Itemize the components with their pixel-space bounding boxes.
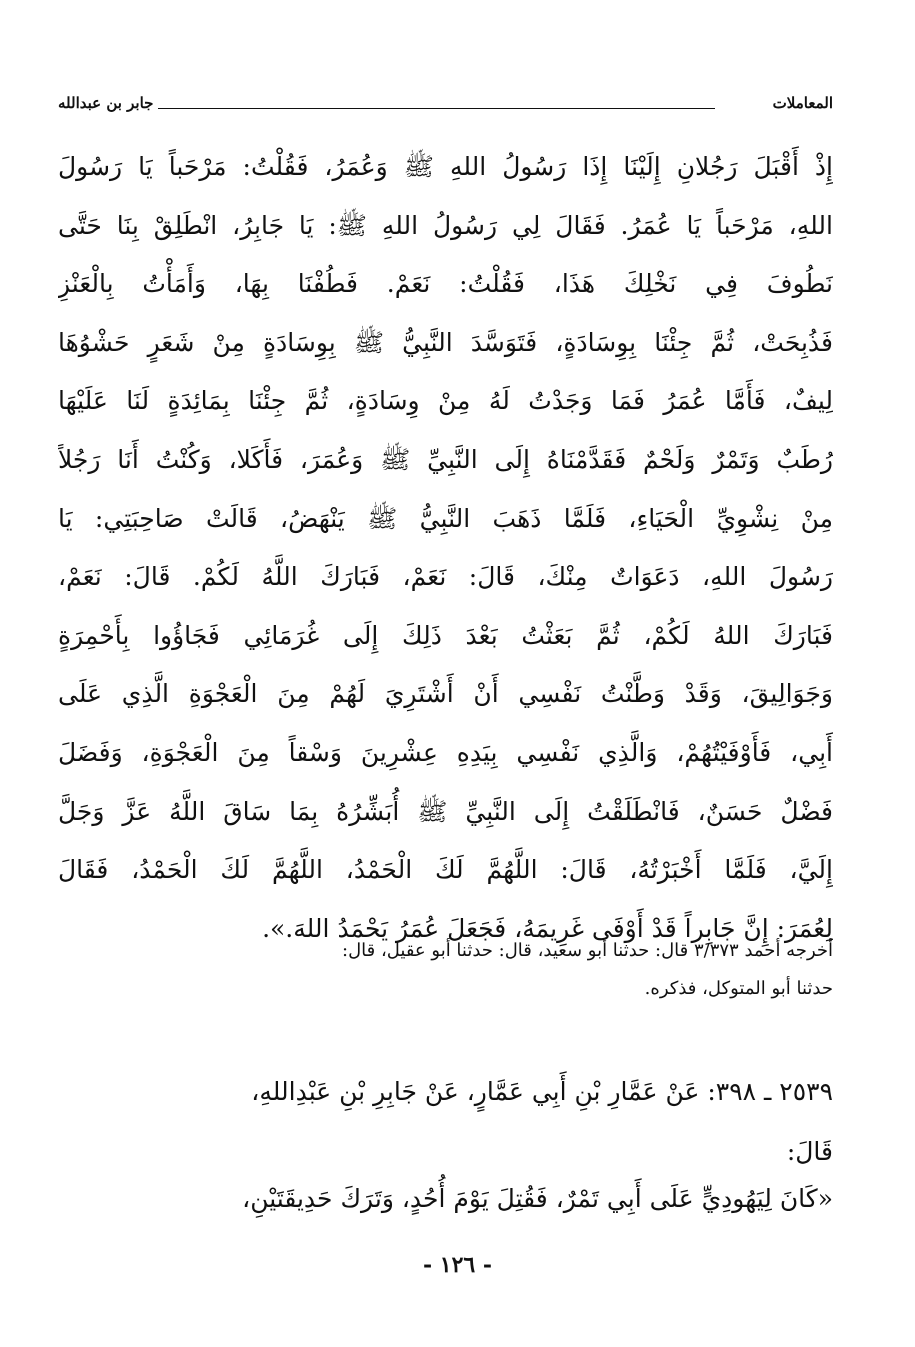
text-line: فَذُبِحَتْ، ثُمَّ جِئْنَا بِوِسَادَةٍ، فَتَوَسَّدَ النَّبِيُّ ﷺ بِوِسَادَةٍ مِنْ شَعَرٍ حَشْوُهَا xyxy=(58,327,833,357)
hadith-body xyxy=(58,1170,833,1228)
page-number: - ١٢٦ - xyxy=(422,1252,493,1278)
narrator-name: جابر بن عبدالله xyxy=(58,94,154,112)
text-line: أَبِي، فَأَوْفَيْتُهُمْ، وَالَّذِي نَفْسِي بِيَدِهِ عِشْرِينَ وَسْقاً مِنَ الْعَجْوَةِ، وَفَضَلَ xyxy=(58,737,833,767)
hadith-text xyxy=(58,138,833,958)
text-line: فَضْلٌ حَسَنٌ، فَانْطَلَقْتُ إِلَى النَّبِيِّ ﷺ أُبَشِّرُهُ بِمَا سَاقَ اللَّهُ عَزَّ وَجَلَّ xyxy=(58,796,833,826)
text-line: رَسُولَ اللهِ، دَعَوَاتٌ مِنْكَ، قَالَ: نَعَمْ، فَبَارَكَ اللَّهُ لَكُمْ. قَالَ: نَعَمْ، xyxy=(58,562,833,592)
text-line: لِعُمَرَ: إِنَّ جَابِراً قَدْ أَوْفَى غَرِيمَهُ، فَجَعَلَ عُمَرُ يَحْمَدُ اللهَ.». xyxy=(262,913,833,943)
hadith-heading-line: ٢٥٣٩ ـ ٣٩٨: عَنْ عَمَّارِ بْنِ أَبِي عَمَّارٍ، عَنْ جَابِرِ بْنِ عَبْدِاللهِ، xyxy=(251,1077,833,1106)
section-title: المعاملات xyxy=(772,94,833,112)
footnote-line: أخرجه أحمد ٣/٣٧٣ قال: حدثنا أبو سعيد، قال: حدثنا أبو عقيل، قال: xyxy=(342,940,833,961)
footnote-line: حدثنا أبو المتوكل، فذكره. xyxy=(644,978,833,999)
text-line: نَطُوفَ فِي نَخْلِكَ هَذَا، فَقُلْتُ: نَعَمْ. فَطُفْنَا بِهَا، وَأَمَأْتُ بِالْعَنْزِ xyxy=(58,269,833,299)
text-line: لِيفٌ، فَأَمَّا عُمَرُ فَمَا وَجَدْتُ لَهُ مِنْ وِسَادَةٍ، ثُمَّ جِئْنَا بِمَائِدَةٍ لَنَا عَلَيْهَا xyxy=(58,386,833,416)
text-line: فَبَارَكَ اللهُ لَكُمْ، ثُمَّ بَعَثْتُ بَعْدَ ذَلِكَ إِلَى غُرَمَائِي فَجَاؤُوا بِأَحْمِرَةٍ xyxy=(58,620,833,650)
running-header xyxy=(58,92,833,122)
text-line: اللهِ، مَرْحَباً يَا عُمَرُ. فَقَالَ لِي رَسُولُ اللهِ ﷺ: يَا جَابِرُ، انْطَلِقْ بِنَا حَتَّى xyxy=(58,210,833,240)
hadith-heading xyxy=(58,1062,833,1182)
text-line: رُطَبٌ وَتَمْرٌ وَلَحْمٌ فَقَدَّمْنَاهُ إِلَى النَّبِيِّ ﷺ وَعُمَرَ، فَأَكَلا، وَكُنْتُ أَنَا رَجُلاً xyxy=(58,444,833,474)
hadith-body-line: «كَانَ لِيَهُودِيٍّ عَلَى أَبِي تَمْرٌ، فَقُتِلَ يَوْمَ أُحُدٍ، وَتَرَكَ حَدِيقَتَيْنِ، xyxy=(242,1184,833,1213)
text-line: وَجَوَالِيقَ، وَقَدْ وَطَّنْتُ نَفْسِي أَنْ أَشْتَرِيَ لَهُمْ مِنَ الْعَجْوَةِ الَّذِي عَلَى xyxy=(58,679,833,709)
footnote xyxy=(58,932,833,1008)
text-line: مِنْ نِشْوِيِّ الْحَيَاءِ، فَلَمَّا ذَهَبَ النَّبِيُّ ﷺ يَنْهَضُ، قَالَتْ صَاحِبَتِي: يَا xyxy=(58,503,833,533)
text-line: إِذْ أَقْبَلَ رَجُلانِ إِلَيْنَا إِذَا رَسُولُ اللهِ ﷺ وَعُمَرُ، فَقُلْتُ: مَرْحَباً يَا رَسُولَ xyxy=(58,152,833,181)
hadith-heading-line: قَالَ: xyxy=(786,1137,833,1166)
header-rule xyxy=(158,108,715,109)
text-line: إِلَيَّ، فَلَمَّا أَخْبَرْتُهُ، قَالَ: اللَّهُمَّ لَكَ الْحَمْدُ، اللَّهُمَّ لَكَ الْحَمْدُ، فَقَالَ xyxy=(58,855,833,885)
